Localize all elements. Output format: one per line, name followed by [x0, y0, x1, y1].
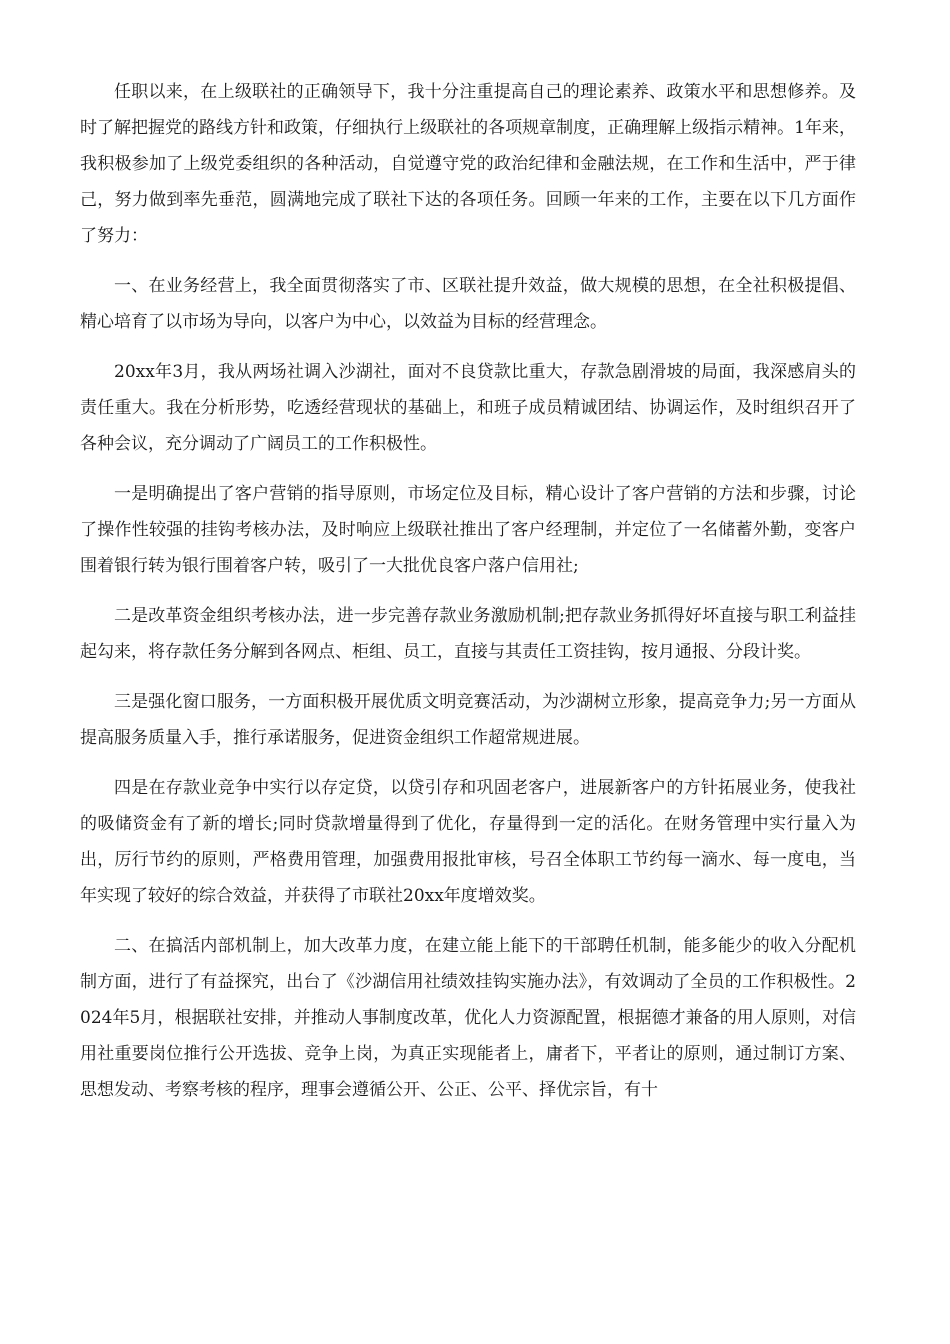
paragraph-section-one: 一、在业务经营上，我全面贯彻落实了市、区联社提升效益，做大规模的思想，在全社积极提倡、精心培育了以市场为导向，以客户为中心，以效益为目标的经营理念。	[80, 276, 856, 332]
paragraph-point-one: 一是明确提出了客户营销的指导原则，市场定位及目标，精心设计了客户营销的方法和步骤，讨论了操作性较强的挂钩考核办法，及时响应上级联社推出了客户经理制，并定位了一名储蓄外勤，变客户围着银行转为银行围着客户转，吸引了一大批优良客户落户信用社;	[80, 484, 856, 576]
paragraph-point-two: 二是改革资金组织考核办法，进一步完善存款业务激励机制;把存款业务抓得好坏直接与职工利益挂起勾来，将存款任务分解到各网点、柜组、员工，直接与其责任工资挂钩，按月通报、分段计奖。	[80, 606, 856, 662]
paragraph-section-two: 二、在搞活内部机制上，加大改革力度，在建立能上能下的干部聘任机制，能多能少的收入分配机制方面，进行了有益探究，出台了《沙湖信用社绩效挂钩实施办法》，有效调动了全员的工作积极性。2024年5月，根据联社安排，并推动人事制度改革，优化人力资源配置，根据德才兼备的用人原则，对信用社重要岗位推行公开选拔、竞争上岗，为真正实现能者上，庸者下，平者让的原则，通过制订方案、思想发动、考察考核的程序，理事会遵循公开、公正、公平、择优宗旨，有十	[80, 936, 856, 1100]
document-body	[80, 74, 856, 1122]
paragraph-transfer: 20xx年3月，我从两场社调入沙湖社，面对不良贷款比重大，存款急剧滑坡的局面，我深感肩头的责任重大。我在分析形势，吃透经营现状的基础上，和班子成员精诚团结、协调运作，及时组织召开了各种会议，充分调动了广阔员工的工作积极性。	[80, 362, 856, 454]
paragraph-point-four: 四是在存款业竞争中实行以存定贷，以贷引存和巩固老客户，进展新客户的方针拓展业务，使我社的吸储资金有了新的增长;同时贷款增量得到了优化，存量得到一定的活化。在财务管理中实行量入为出，厉行节约的原则，严格费用管理，加强费用报批审核，号召全体职工节约每一滴水、每一度电，当年实现了较好的综合效益，并获得了市联社20xx年度增效奖。	[80, 778, 856, 906]
paragraph-point-three: 三是强化窗口服务，一方面积极开展优质文明竞赛活动，为沙湖树立形象，提高竞争力;另一方面从提高服务质量入手，推行承诺服务，促进资金组织工作超常规进展。	[80, 692, 856, 748]
paragraph-intro: 任职以来，在上级联社的正确领导下，我十分注重提高自己的理论素养、政策水平和思想修养。及时了解把握党的路线方针和政策，仔细执行上级联社的各项规章制度，正确理解上级指示精神。1年来，我积极参加了上级党委组织的各种活动，自觉遵守党的政治纪律和金融法规，在工作和生活中，严于律己，努力做到率先垂范，圆满地完成了联社下达的各项任务。回顾一年来的工作，主要在以下几方面作了努力：	[80, 82, 856, 246]
